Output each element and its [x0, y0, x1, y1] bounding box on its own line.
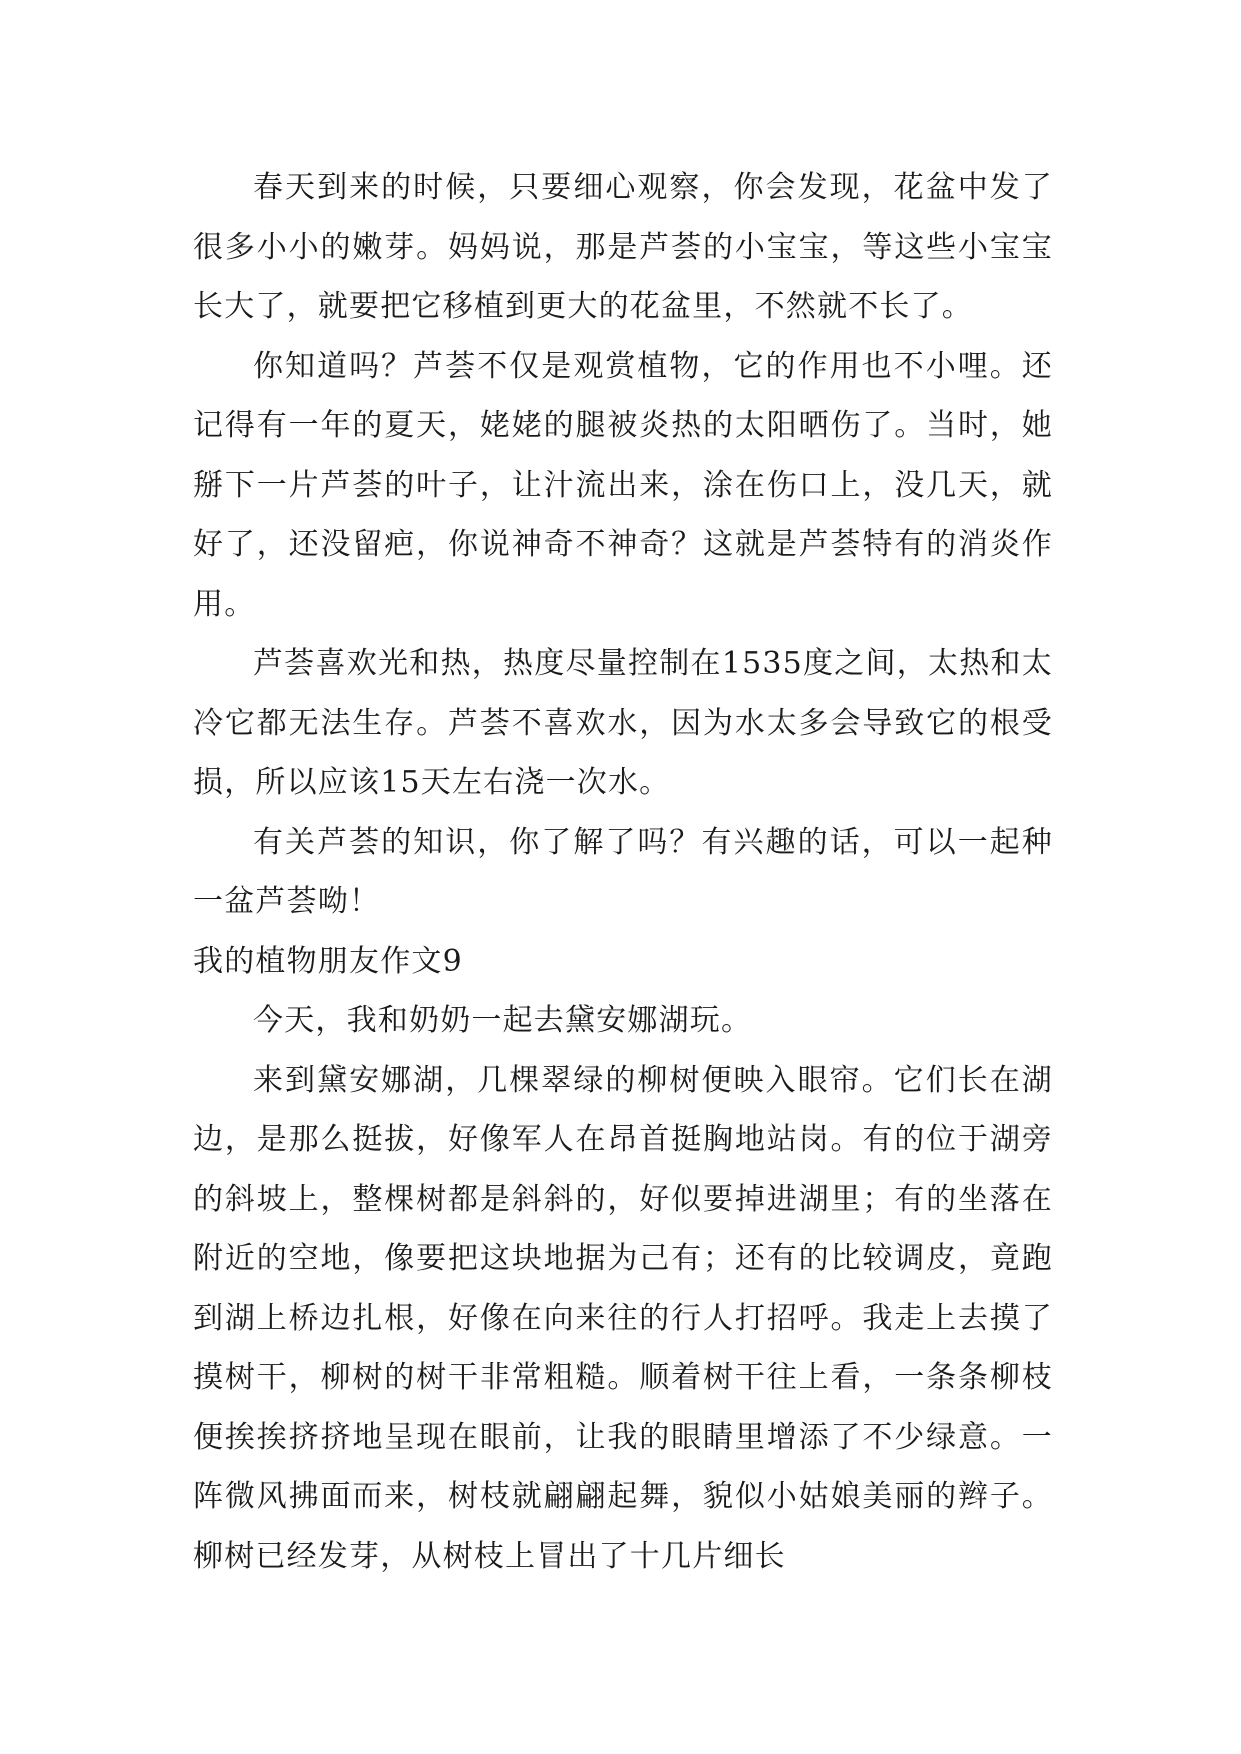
document-body: [193, 158, 1053, 1586]
paragraph: 春天到来的时候，只要细心观察，你会发现，花盆中发了很多小小的嫩芽。妈妈说，那是芦荟的小宝宝，等这些小宝宝长大了，就要把它移植到更大的花盆里，不然就不长了。: [193, 170, 1053, 324]
section-title: 我的植物朋友作文9: [193, 943, 463, 979]
paragraph: 你知道吗？芦荟不仅是观赏植物，它的作用也不小哩。还记得有一年的夏天，姥姥的腿被炎热的太阳晒伤了。当时，她掰下一片芦荟的叶子，让汁流出来，涂在伤口上，没几天，就好了，还没留疤，你说神奇不神奇？这就是芦荟特有的消炎作用。: [193, 348, 1053, 622]
paragraph: 今天，我和奶奶一起去黛安娜湖玩。: [253, 1003, 753, 1038]
paragraph: 来到黛安娜湖，几棵翠绿的柳树便映入眼帘。它们长在湖边，是那么挺拔，好像军人在昂首挺胸地站岗。有的位于湖旁的斜坡上，整棵树都是斜斜的，好似要掉进湖里；有的坐落在附近的空地，像要把这块地据为己有；还有的比较调皮，竟跑到湖上桥边扎根，好像在向来往的行人打招呼。我走上去摸了摸树干，柳树的树干非常粗糙。顺着树干往上看，一条条柳枝便挨挨挤挤地呈现在眼前，让我的眼睛里增添了不少绿意。一阵微风拂面而来，树枝就翩翩起舞，貌似小姑娘美丽的辫子。柳树已经发芽，从树枝上冒出了十几片细长: [193, 1062, 1053, 1574]
paragraph: 有关芦荟的知识，你了解了吗？有兴趣的话，可以一起种一盆芦荟呦！: [193, 824, 1053, 919]
paragraph: 芦荟喜欢光和热，热度尽量控制在1535度之间，太热和太冷它都无法生存。芦荟不喜欢水，因为水太多会导致它的根受损，所以应该15天左右浇一次水。: [193, 646, 1053, 800]
